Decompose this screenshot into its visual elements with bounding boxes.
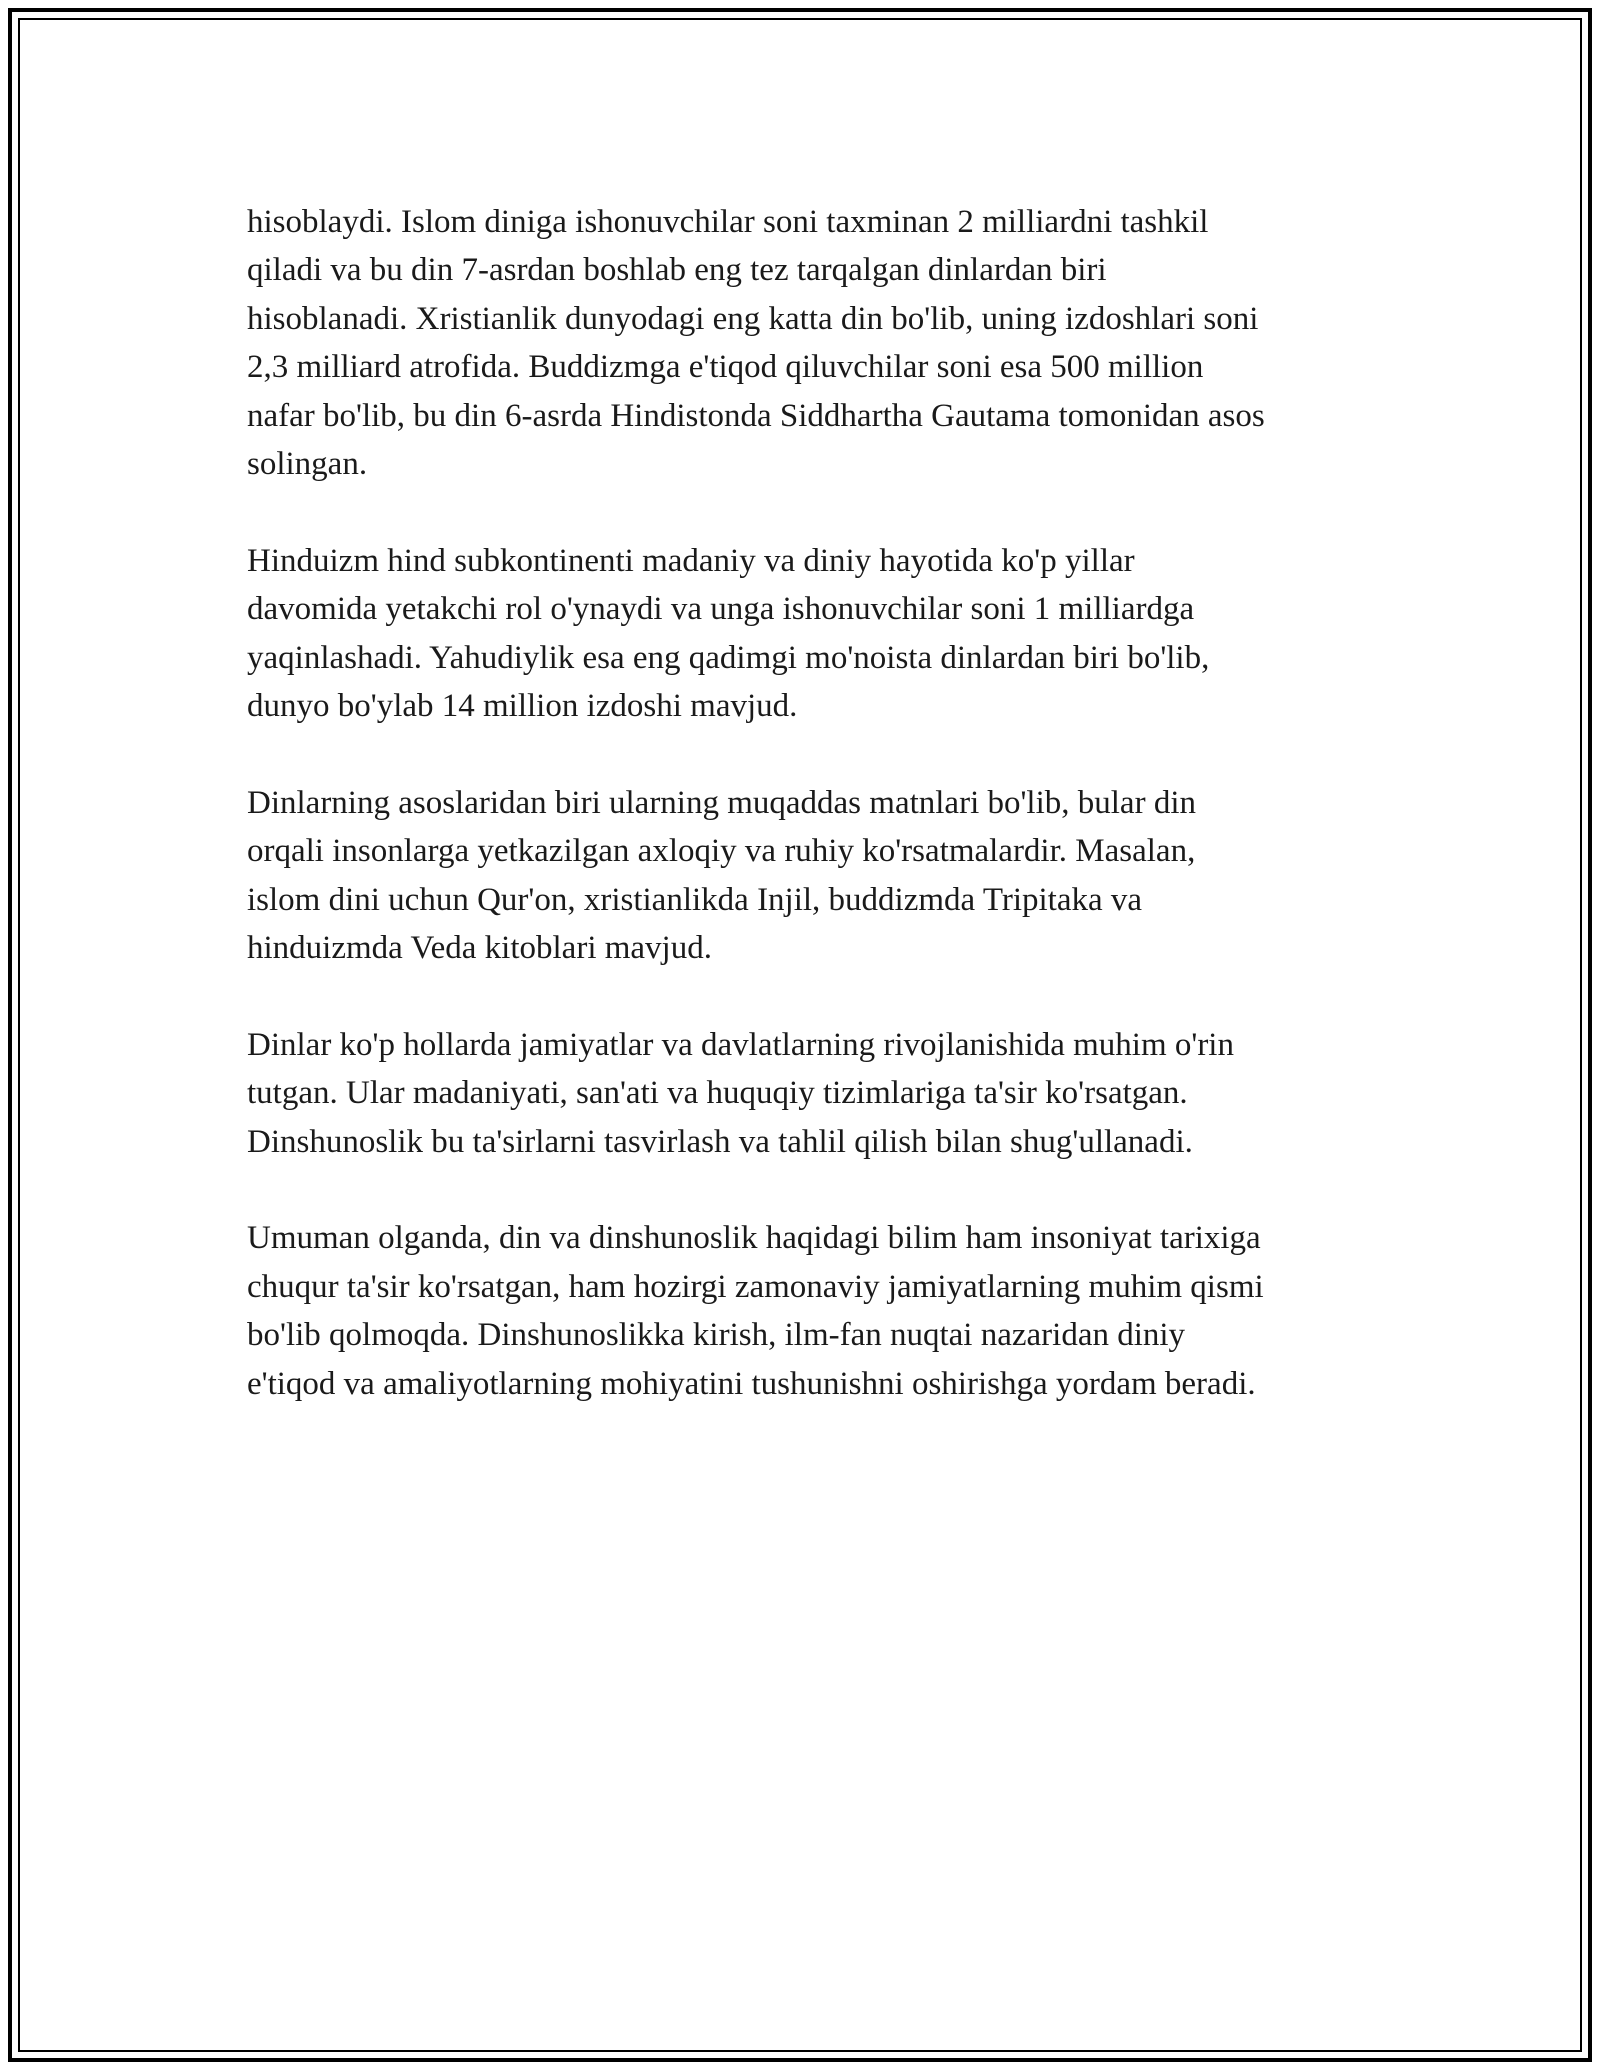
paragraph-3: Dinlarning asoslaridan biri ularning muqaddas matnlari bo'lib, bular din orqali insonlarga yetkazilgan axloqiy va ruhiy ko'rsatmalardir. Masalan, islom dini uchun Qur'on, xristianlikda Injil, buddizmda Tripitaka va hinduizmda Veda kitoblari mavjud. [247,784,1196,967]
paragraph-4: Dinlar ko'p hollarda jamiyatlar va davlatlarning rivojlanishida muhim o'rin tutgan. Ular madaniyati, san'ati va huquqiy tizimlariga ta'sir ko'rsatgan. Dinshunoslik bu ta'sirlarni tasvirlash va tahlil qilish bilan shug'ullanadi. [247,1026,1234,1160]
paragraph-2: Hinduizm hind subkontinenti madaniy va diniy hayotida ko'p yillar davomida yetakchi rol o'ynaydi va unga ishonuvchilar soni 1 milliardga yaqinlashadi. Yahudiylik esa eng qadimgi mo'noista dinlardan biri bo'lib, dunyo bo'ylab 14 million izdoshi mavjud. [247,542,1210,725]
document-body [247,198,1387,1456]
page-border [8,8,1592,2062]
paragraph-1: hisoblaydi. Islom diniga ishonuvchilar soni taxminan 2 milliardni tashkil qiladi va bu din 7-asrdan boshlab eng tez tarqalgan dinlardan biri hisoblanadi. Xristianlik dunyodagi eng katta din bo'lib, uning izdoshlari soni 2,3 milliard atrofida. Buddizmga e'tiqod qiluvchilar soni esa 500 million nafar bo'lib, bu din 6-asrda Hindistonda Siddhartha Gautama tomonidan asos solingan. [247,204,1265,483]
paragraph-5: Umuman olganda, din va dinshunoslik haqidagi bilim ham insoniyat tarixiga chuqur ta'sir ko'rsatgan, ham hozirgi zamonaviy jamiyatlarning muhim qismi bo'lib qolmoqda. Dinshunoslikka kirish, ilm-fan nuqtai nazaridan diniy e'tiqod va amaliyotlarning mohiyatini tushunishni oshirishga yordam beradi. [247,1220,1264,1402]
